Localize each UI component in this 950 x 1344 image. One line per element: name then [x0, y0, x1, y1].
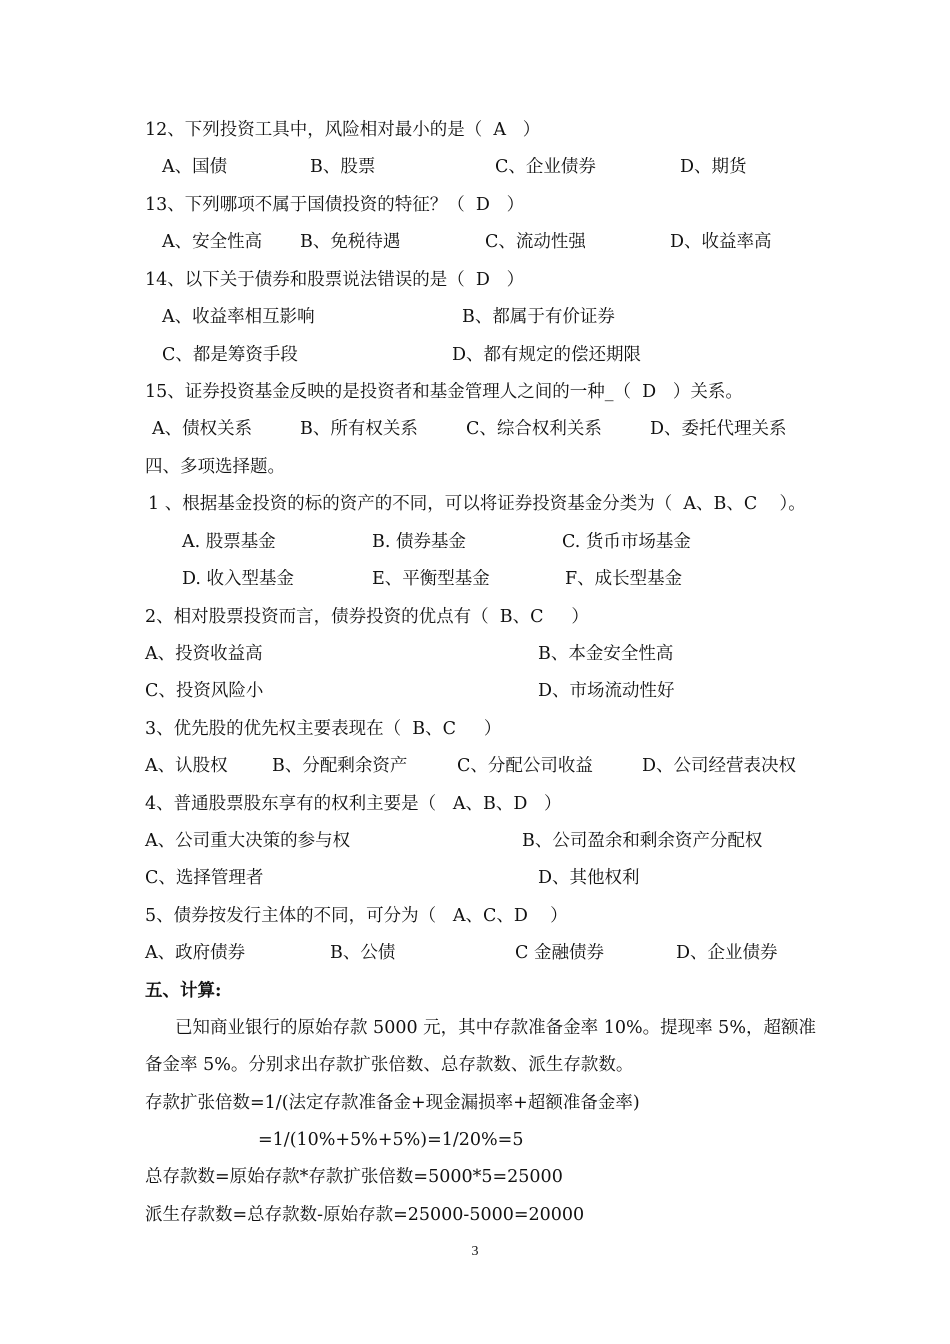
m5-option-c: C 金融债券 [515, 943, 604, 963]
q15-option-a: A、债权关系 [152, 419, 253, 439]
m2-option-a: A、投资收益高 [145, 644, 263, 664]
q13-option-d: D、收益率高 [670, 232, 772, 252]
q13-option-b: B、免税待遇 [300, 232, 401, 252]
q14-option-c: C、都是筹资手段 [162, 345, 298, 365]
section-5-heading: 五、计算: [145, 981, 222, 1001]
problem-text-line-1: 已知商业银行的原始存款 5000 元，其中存款准备金率 10%。提现率 5%，超额准 [175, 1018, 816, 1038]
m3-option-c: C、分配公司收益 [457, 756, 593, 776]
question-15-stem: 15、证券投资基金反映的是投资者和基金管理人之间的一种_（ D ）关系。 [145, 382, 743, 402]
m5-option-a: A、政府债券 [145, 943, 246, 963]
q13-option-c: C、流动性强 [485, 232, 586, 252]
m4-option-d: D、其他权利 [538, 868, 640, 888]
m3-option-d: D、公司经营表决权 [642, 756, 797, 776]
section-4-heading: 四、多项选择题。 [145, 457, 285, 477]
m5-option-b: B、公债 [330, 943, 396, 963]
m3-option-b: B、分配剩余资产 [272, 756, 408, 776]
question-14-stem: 14、以下关于债券和股票说法错误的是（ D ） [145, 270, 525, 290]
m1-option-e: E、平衡型基金 [372, 569, 490, 589]
m4-option-c: C、选择管理者 [145, 868, 264, 888]
m1-option-b: B. 债券基金 [372, 532, 466, 552]
q12-option-d: D、期货 [680, 157, 747, 177]
q14-option-a: A、收益率相互影响 [162, 307, 315, 327]
multi-question-2-stem: 2、相对股票投资而言，债券投资的优点有（ B、C ） [145, 607, 589, 627]
multi-question-5-stem: 5、债券按发行主体的不同，可分为（ A、C、D ） [145, 906, 568, 926]
m2-option-c: C、投资风险小 [145, 681, 264, 701]
m4-option-b: B、公司盈余和剩余资产分配权 [522, 831, 763, 851]
question-12-stem: 12、下列投资工具中，风险相对最小的是（ A ） [145, 120, 541, 140]
q15-option-c: C、综合权利关系 [466, 419, 602, 439]
m3-option-a: A、认股权 [145, 756, 228, 776]
formula-line-4: 派生存款数=总存款数-原始存款=25000-5000=20000 [145, 1205, 585, 1225]
page-number: 3 [471, 1244, 479, 1259]
multi-question-3-stem: 3、优先股的优先权主要表现在（ B、C ） [145, 719, 502, 739]
q14-option-b: B、都属于有价证券 [462, 307, 615, 327]
formula-line-3: 总存款数=原始存款*存款扩张倍数=5000*5=25000 [145, 1167, 563, 1187]
q12-option-a: A、国债 [162, 157, 228, 177]
formula-line-1: 存款扩张倍数=1/(法定存款准备金+现金漏损率+超额准备金率) [145, 1093, 640, 1113]
q14-option-d: D、都有规定的偿还期限 [452, 345, 642, 365]
formula-line-2: =1/(10%+5%+5%)=1/20%=5 [258, 1130, 524, 1150]
q15-option-d: D、委托代理关系 [650, 419, 787, 439]
multi-question-1-stem: 1 、根据基金投资的标的资产的不同，可以将证券投资基金分类为（ A、B、C ）。 [148, 494, 806, 514]
m1-option-f: F、成长型基金 [565, 569, 683, 589]
question-13-stem: 13、下列哪项不属于国债投资的特征？（ D ） [145, 195, 525, 215]
m2-option-d: D、市场流动性好 [538, 681, 675, 701]
q15-option-b: B、所有权关系 [300, 419, 418, 439]
q12-option-b: B、股票 [310, 157, 376, 177]
q12-option-c: C、企业债券 [495, 157, 596, 177]
m4-option-a: A、公司重大决策的参与权 [145, 831, 351, 851]
problem-text-line-2: 备金率 5%。分别求出存款扩张倍数、总存款数、派生存款数。 [145, 1055, 634, 1075]
q13-option-a: A、安全性高 [162, 232, 263, 252]
m1-option-c: C. 货币市场基金 [562, 532, 691, 552]
m5-option-d: D、企业债券 [676, 943, 778, 963]
multi-question-4-stem: 4、普通股票股东享有的权利主要是（ A、B、D ） [145, 794, 562, 814]
m2-option-b: B、本金安全性高 [538, 644, 674, 664]
m1-option-a: A. 股票基金 [182, 532, 276, 552]
m1-option-d: D. 收入型基金 [182, 569, 295, 589]
